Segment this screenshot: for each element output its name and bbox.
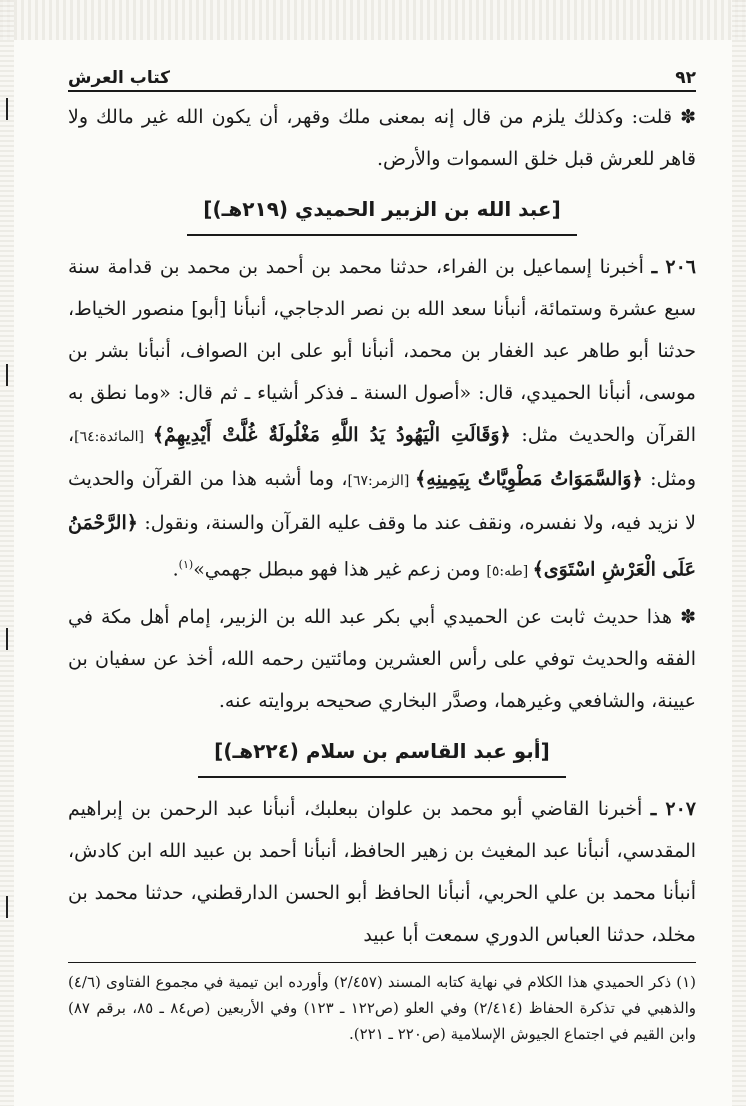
footnote-marker: (١) [178, 558, 194, 571]
page-content [68, 58, 696, 1096]
quran-verse: ﴿الرَّحْمَنُ عَلَى الْعَرْشِ اسْتَوَى﴾ [68, 512, 696, 581]
text-span: ومن زعم غير هذا فهو مبطل جهمي» [193, 558, 487, 581]
text-span: أخبرنا إسماعيل بن الفراء، حدثنا محمد بن أحمد بن محمد بن قدامة سنة سبع عشرة وستمائة، أنبأنا سعد الله بن نصر الدجاجي، أنبأنا [أبو] منصور الخياط، حدثنا أبو طاهر عبد الغفار بن محمد، أنبأنا أبو على ابن الصواف، أنبأنا بشر بن موسى، أنبأنا الحميدي، قال: «أصول السنة ـ فذكر أشياء ـ ثم قال: «وما نطق به القرآن والحديث مثل: [68, 256, 696, 446]
verse-reference: [المائدة:٦٤] [74, 429, 153, 445]
scan-top-border [0, 0, 746, 40]
verse-reference: [طه:٥] [486, 563, 533, 580]
margin-mark [6, 896, 8, 918]
text-span: ، ومثل: [68, 424, 696, 490]
quran-verse: ﴿وَقَالَتِ الْيَهُودُ يَدُ اللَّهِ مَغْلُولَةٌ غُلَّتْ أَيْدِيهِمْ﴾ [152, 424, 511, 446]
text-span: ، وما أشبه هذا من القرآن والحديث لا نزيد فيه، ولا نفسره، ونقف عند ما وقف عليه القرآن والسنة، ونقول: [68, 468, 696, 534]
scan-right-edge [732, 0, 746, 1106]
paragraph-206 [68, 246, 696, 592]
section-heading-text: [أبو عبد القاسم بن سلام (٢٢٤هـ)] [198, 728, 566, 778]
verse-reference: [الزمر:٦٧] [347, 473, 416, 489]
section-heading-text: [عبد الله بن الزبير الحميدي (٢١٩هـ)] [187, 186, 576, 236]
page-header [68, 58, 696, 92]
margin-mark [6, 364, 8, 386]
body-text [68, 96, 696, 956]
footnotes [68, 962, 696, 1047]
paragraph-207 [68, 788, 696, 956]
page-number: ٩٢ [675, 68, 696, 88]
hadith-number: ٢٠٧ ـ [650, 798, 696, 821]
hadith-number: ٢٠٦ ـ [651, 256, 696, 278]
scan-left-edge [0, 0, 14, 1106]
paragraph-note-2: ✽ هذا حديث ثابت عن الحميدي أبي بكر عبد الله بن الزبير، إمام أهل مكة في الفقه والحديث توفي على رأس العشرين ومائتين رحمه الله، أخذ عن سفيان بن عيينة، والشافعي وغيرهما، وصدَّر البخاري صحيحه بروايته عنه. [68, 606, 696, 713]
margin-mark [6, 98, 8, 120]
section-heading-humaydi [68, 186, 696, 236]
paragraph-note-1: ✽ قلت: وكذلك يلزم من قال إنه بمعنى ملك وقهر، أن يكون الله غير مالك ولا قاهر للعرش قبل خلق السموات والأرض. [68, 106, 696, 170]
quran-verse: ﴿وَالسَّمَوَاتُ مَطْوِيَّاتٌ بِيَمِينِهِ﴾ [415, 468, 643, 490]
section-heading-abu-ubayd [68, 728, 696, 778]
running-title: كتاب العرش [68, 68, 171, 88]
text-span: . [172, 558, 179, 581]
margin-mark [6, 628, 8, 650]
text-span: أخبرنا القاضي أبو محمد بن علوان ببعلبك، أنبأنا عبد الرحمن بن إبراهيم المقدسي، أنبأنا عبد المغيث بن زهير الحافظ، أنبأنا أحمد بن عبيد الله ابن كادش، أنبأنا محمد بن علي الحربي، أنبأنا الحافظ أبو الحسن الدارقطني، حدثنا محمد بن مخلد، حدثنا العباس الدوري سمعت أبا عبيد [68, 798, 696, 947]
footnote-1: (١) ذكر الحميدي هذا الكلام في نهاية كتابه المسند (٢/٤٥٧) وأورده ابن تيمية في مجموع الفتاوى (٤/٦) والذهبي في تذكرة الحفاظ (٢/٤١٤) وفي العلو (ص١٢٢ ـ ١٢٣) وفي الأربعين (ص٨٤ ـ ٨٥، برقم ٨٧) وابن القيم في اجتماع الجيوش الإسلامية (ص٢٢٠ ـ ٢٢١). [68, 973, 697, 1043]
